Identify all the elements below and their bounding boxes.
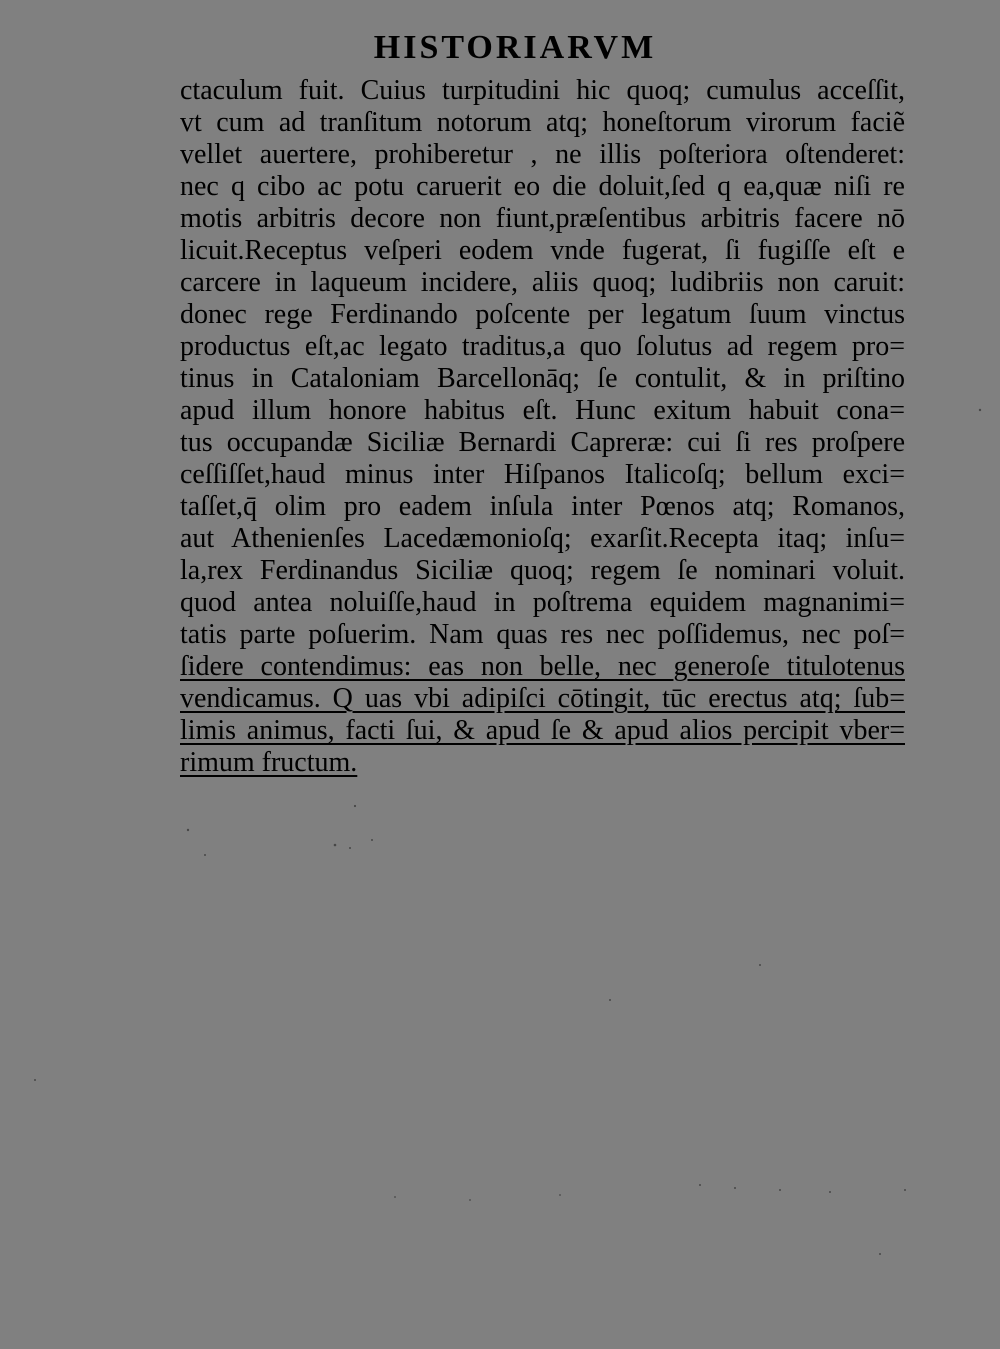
text-line: carcere in laqueum incidere, aliis quoq; ludibriis non caruit: [180,267,905,298]
text-line: apud illum honore habitus eſt. Hunc exitum habuit cona= [180,395,905,426]
text-line: tatis parte poſuerim. Nam quas res nec poſſidemus, nec poſ= [180,619,905,650]
text-line: donec rege Ferdinando poſcente per legatum ſuum vinctus [180,299,905,330]
text-line-underlined: limis animus, facti ſui, & apud ſe & apud alios percipit vber= [180,715,905,746]
text-line: motis arbitris decore non fiunt,præſentibus arbitris facere nō [180,203,905,234]
text-line: licuit.Receptus veſperi eodem vnde fugerat, ſi fugiſſe eſt e [180,235,905,266]
text-line-underlined: ſidere contendimus: eas non belle, nec generoſe titulotenus [180,651,905,682]
text-line: vt cum ad tranſitum notorum atq; honeſtorum virorum faciẽ [180,107,905,138]
text-line: vellet auertere, prohiberetur , ne illis poſteriora oſtenderet: [180,139,905,170]
text-line: quod antea noluiſſe,haud in poſtrema equidem magnanimi= [180,587,905,618]
text-line: la,rex Ferdinandus Siciliæ quoq; regem ſe nominari voluit. [180,555,905,586]
text-line: tinus in Cataloniam Barcellonāq; ſe contulit, & in priſtino [180,363,905,394]
text-line: tus occupandæ Siciliæ Bernardi Capreræ: cui ſi res proſpere [180,427,905,458]
text-line: taſſet,q̄ olim pro eadem inſula inter Pœnos atq; Romanos, [180,491,905,522]
text-line: ctaculum fuit. Cuius turpitudini hic quoq; cumulus acceſſit, [180,75,905,106]
body-text [180,75,905,779]
running-head: HISTORIARVM [373,29,657,66]
text-line: aut Athenienſes Lacedæmonioſq; exarſit.Recepta itaq; inſu= [180,523,905,554]
text-line: ceſſiſſet,haud minus inter Hiſpanos Italicoſq; bellum exci= [180,459,905,490]
text-line-underlined: rimum fructum. [180,747,358,778]
text-line: nec q cibo ac potu caruerit eo die doluit,ſed q ea,quæ niſi re [180,171,905,202]
text-line: productus eſt,ac legato traditus,a quo ſolutus ad regem pro= [180,331,905,362]
text-line-underlined: vendicamus. Q uas vbi adipiſci cōtingit, tūc erectus atq; ſub= [180,683,905,714]
